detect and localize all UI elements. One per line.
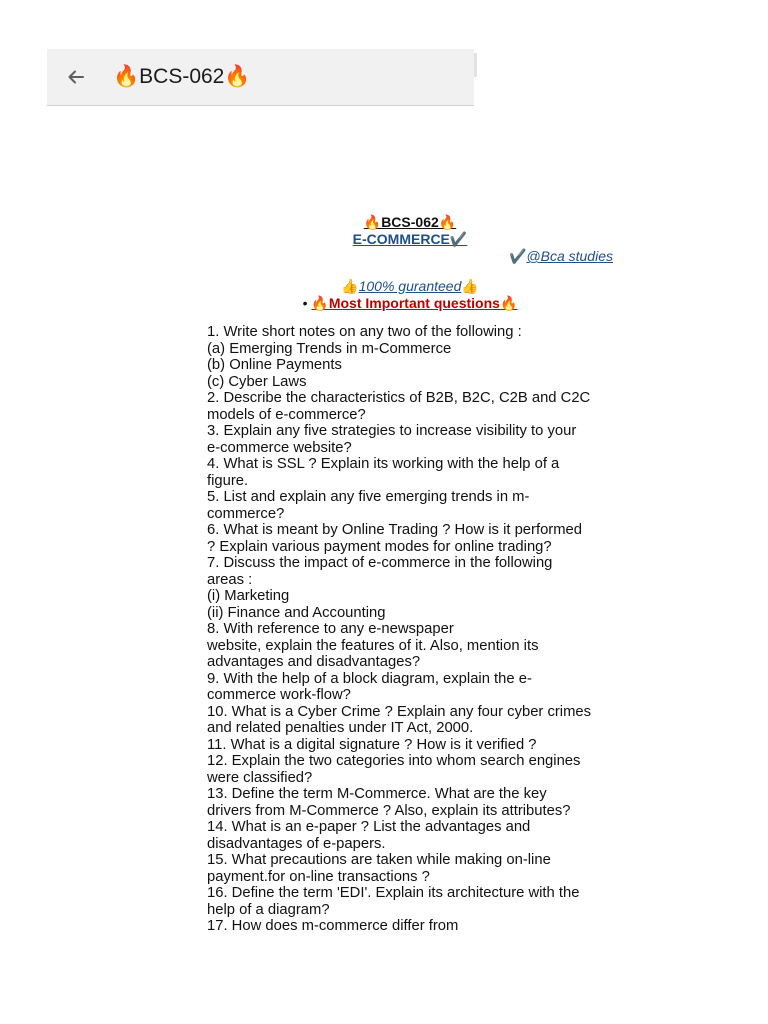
- text-line: 5. List and explain any five emerging trends in m-: [207, 489, 530, 505]
- text-line: website, explain the features of it. Also, mention its: [207, 637, 539, 654]
- text-line: 4. What is SSL ? Explain its working with the help of a: [207, 456, 560, 472]
- text-line: 7. Discuss the impact of e-commerce in the following: [207, 555, 553, 571]
- credit-link[interactable]: @Bca studies: [526, 248, 613, 264]
- text-line: drivers from M-Commerce ? Also, explain its attributes?: [207, 802, 571, 819]
- text-line: 13. Define the term M-Commerce. What are the key: [207, 786, 547, 802]
- text-line: areas :: [207, 571, 253, 588]
- text-line: 3. Explain any five strategies to increase visibility to your: [207, 423, 577, 439]
- question-list: [207, 324, 613, 932]
- text-line: 11. What is a digital signature ? How is it verified ?: [207, 736, 537, 753]
- text-line: 2. Describe the characteristics of B2B, B2C, C2B and C2C: [207, 390, 591, 406]
- text-line: figure.: [207, 472, 249, 489]
- text-line: commerce work-flow?: [207, 687, 351, 703]
- important-heading-text: 🔥Most Important questions🔥: [311, 295, 518, 311]
- text-line: (ii) Finance and Accounting: [207, 604, 386, 621]
- credit-line: [207, 248, 613, 265]
- doc-heading: [207, 214, 613, 231]
- text-line: (a) Emerging Trends in m-Commerce: [207, 340, 452, 357]
- text-line: 6. What is meant by Online Trading ? How is it performed: [207, 522, 583, 538]
- text-line: payment.for on-line transactions ?: [207, 868, 430, 885]
- text-line: e-commerce website?: [207, 439, 352, 456]
- text-line: commerce?: [207, 505, 285, 522]
- text-line: help of a diagram?: [207, 901, 330, 918]
- doc-subheading: [207, 231, 613, 248]
- text-line: advantages and disadvantages?: [207, 654, 421, 670]
- appbar-divider: [474, 53, 477, 77]
- document-page: [207, 214, 613, 932]
- back-button[interactable]: [61, 62, 91, 92]
- text-line: models of e-commerce?: [207, 406, 366, 423]
- text-line: 1. Write short notes on any two of the following :: [207, 324, 522, 340]
- text-line: (c) Cyber Laws: [207, 373, 307, 390]
- doc-heading-text: 🔥BCS-062🔥: [363, 214, 457, 230]
- document-title: 🔥BCS-062🔥: [113, 65, 251, 88]
- important-heading: [207, 295, 613, 312]
- text-line: 17. How does m-commerce differ from: [207, 918, 459, 932]
- check-mark-icon: ✔️: [508, 248, 527, 264]
- thumbs-up-icon: 👍: [461, 278, 479, 294]
- guarantee-line: [207, 278, 613, 295]
- doc-subheading-text: E-COMMERCE✔️: [352, 231, 468, 247]
- text-line: 14. What is an e-paper ? List the advantages and: [207, 819, 531, 835]
- text-line: 10. What is a Cyber Crime ? Explain any four cyber crimes: [207, 703, 592, 720]
- back-arrow-icon: [66, 67, 86, 87]
- text-line: 8. With reference to any e-newspaper: [207, 621, 454, 637]
- text-line: ? Explain various payment modes for online trading?: [207, 538, 552, 555]
- bullet: •: [302, 295, 308, 311]
- text-line: were classified?: [207, 769, 313, 786]
- text-line: (i) Marketing: [207, 588, 290, 604]
- text-line: 9. With the help of a block diagram, explain the e-: [207, 670, 532, 687]
- thumbs-up-icon: 👍: [341, 278, 359, 294]
- text-line: 16. Define the term 'EDI'. Explain its architecture with the: [207, 885, 580, 901]
- app-bar: [47, 49, 474, 106]
- text-line: 15. What precautions are taken while making on-line: [207, 852, 551, 868]
- guarantee-link[interactable]: 100% guranteed: [358, 278, 462, 294]
- text-line: (b) Online Payments: [207, 357, 342, 373]
- text-line: disadvantages of e-papers.: [207, 835, 386, 852]
- text-line: and related penalties under IT Act, 2000.: [207, 720, 474, 736]
- text-line: 12. Explain the two categories into whom search engines: [207, 753, 581, 769]
